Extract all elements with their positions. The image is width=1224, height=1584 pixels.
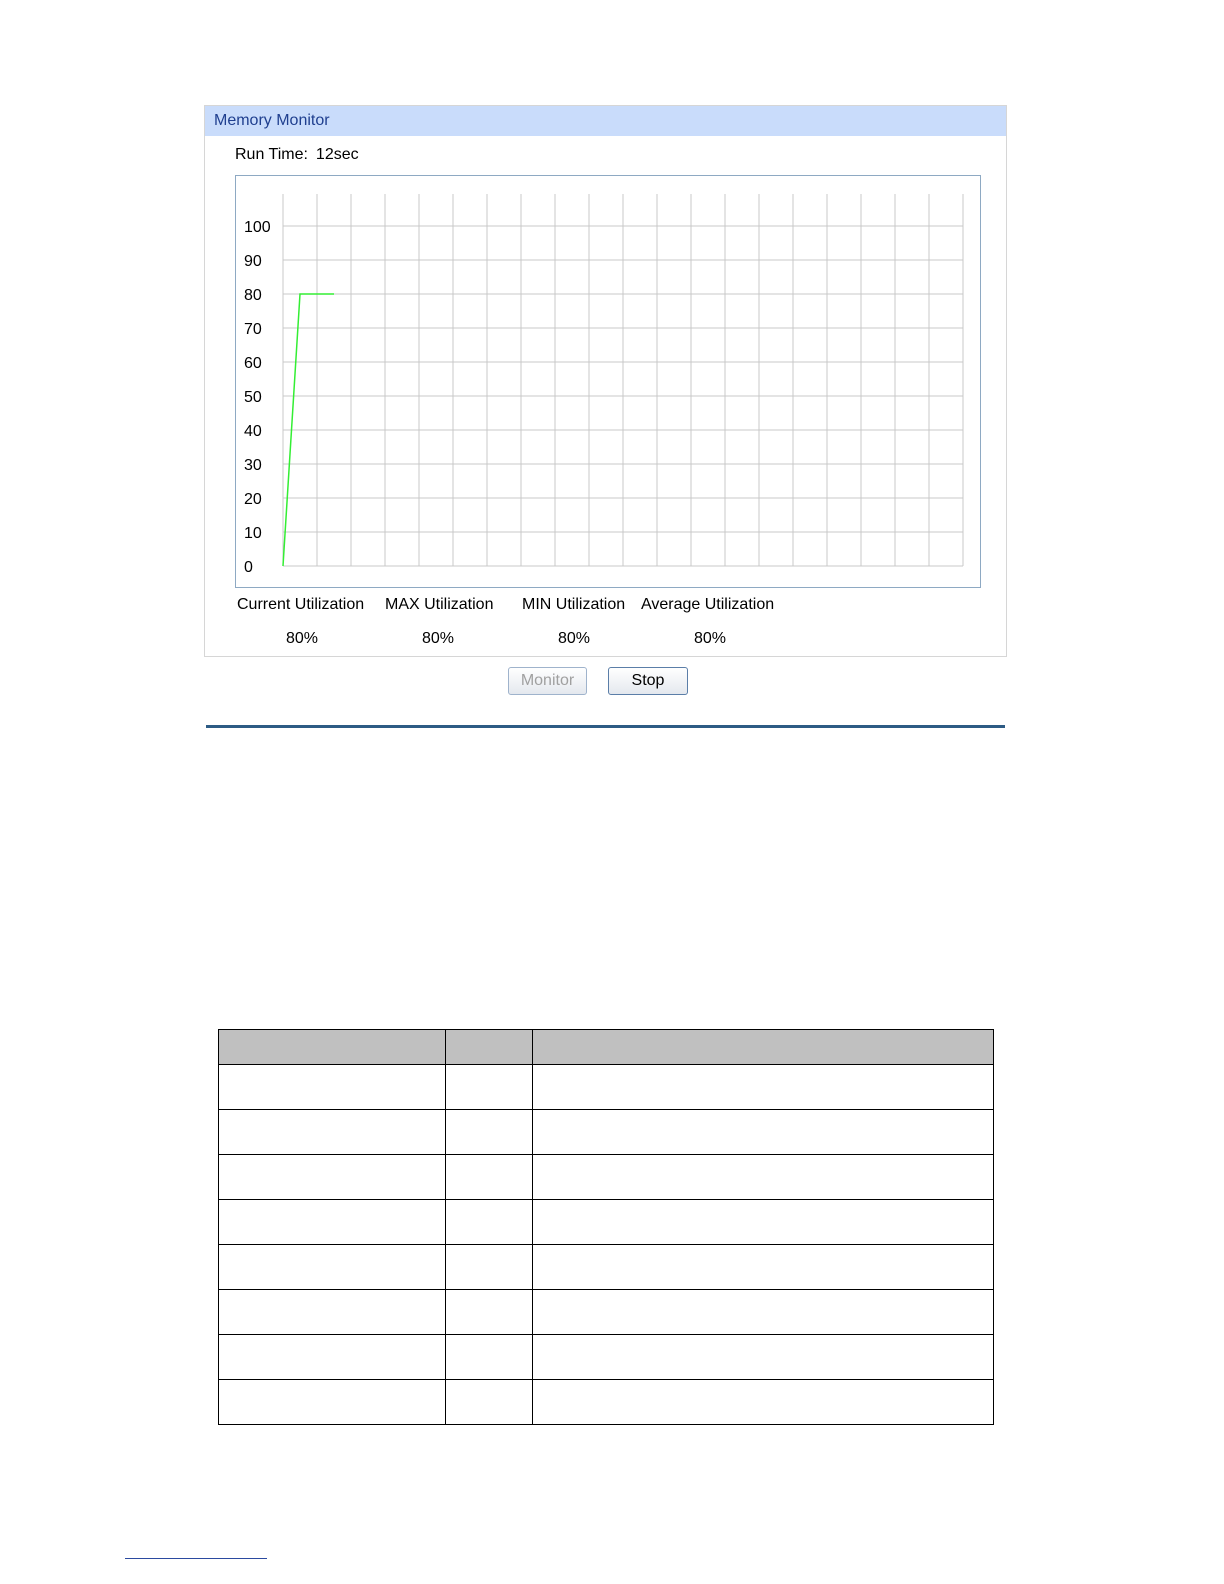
monitor-button[interactable]: Monitor — [508, 667, 587, 695]
y-tick-label: 90 — [244, 253, 262, 270]
table-cell — [533, 1200, 994, 1245]
y-tick-label: 0 — [244, 559, 253, 576]
y-tick-label: 40 — [244, 423, 262, 440]
run-time — [235, 146, 359, 164]
utilization-stats — [205, 596, 1006, 656]
table-row — [219, 1335, 994, 1380]
y-tick-label: 80 — [244, 287, 262, 304]
table-cell — [446, 1290, 533, 1335]
run-time-label: Run Time: — [235, 146, 308, 163]
table-cell — [219, 1245, 446, 1290]
table-cell — [446, 1155, 533, 1200]
section-divider — [206, 725, 1005, 728]
min-utilization-value: 80% — [557, 630, 591, 647]
max-utilization-value: 80% — [421, 630, 455, 647]
table-row — [219, 1380, 994, 1425]
table-cell — [533, 1335, 994, 1380]
y-tick-label: 70 — [244, 321, 262, 338]
y-tick-label: 50 — [244, 389, 262, 406]
table-cell — [446, 1110, 533, 1155]
parameter-table — [218, 1029, 994, 1425]
average-utilization-value: 80% — [693, 630, 727, 647]
current-utilization-value: 80% — [285, 630, 319, 647]
table-row — [219, 1290, 994, 1335]
min-utilization-label: MIN Utilization — [522, 596, 626, 613]
table-cell — [533, 1290, 994, 1335]
table-cell — [219, 1380, 446, 1425]
table-row — [219, 1245, 994, 1290]
run-time-value: 12sec — [315, 146, 359, 163]
table-row — [219, 1110, 994, 1155]
table-header-cell — [219, 1030, 446, 1065]
table-cell — [533, 1110, 994, 1155]
table-cell — [219, 1065, 446, 1110]
table-cell — [446, 1200, 533, 1245]
table-cell — [533, 1245, 994, 1290]
table-cell — [219, 1335, 446, 1380]
table-cell — [219, 1200, 446, 1245]
current-utilization-label: Current Utilization — [237, 596, 365, 613]
table-cell — [219, 1155, 446, 1200]
y-tick-label: 60 — [244, 355, 262, 372]
y-tick-label: 30 — [244, 457, 262, 474]
panel-title: Memory Monitor — [205, 106, 1006, 136]
y-tick-label: 10 — [244, 525, 262, 542]
table-cell — [219, 1110, 446, 1155]
max-utilization-label: MAX Utilization — [385, 596, 494, 613]
table-cell — [446, 1335, 533, 1380]
table-row — [219, 1200, 994, 1245]
table-header-cell — [533, 1030, 994, 1065]
table-cell — [533, 1065, 994, 1110]
y-tick-label: 100 — [244, 219, 271, 236]
table-cell — [446, 1245, 533, 1290]
table-cell — [533, 1380, 994, 1425]
table-cell — [533, 1155, 994, 1200]
table-cell — [219, 1290, 446, 1335]
stop-button[interactable]: Stop — [608, 667, 688, 695]
y-tick-label: 20 — [244, 491, 262, 508]
table-row — [219, 1065, 994, 1110]
memory-monitor-panel — [204, 105, 1007, 657]
table-cell — [446, 1380, 533, 1425]
table-header-cell — [446, 1030, 533, 1065]
table-row — [219, 1155, 994, 1200]
footer-link-underline — [125, 1558, 267, 1559]
average-utilization-label: Average Utilization — [641, 596, 775, 613]
memory-chart-svg — [236, 176, 980, 587]
table-cell — [446, 1065, 533, 1110]
table-header-row — [219, 1030, 994, 1065]
memory-chart — [235, 175, 981, 588]
